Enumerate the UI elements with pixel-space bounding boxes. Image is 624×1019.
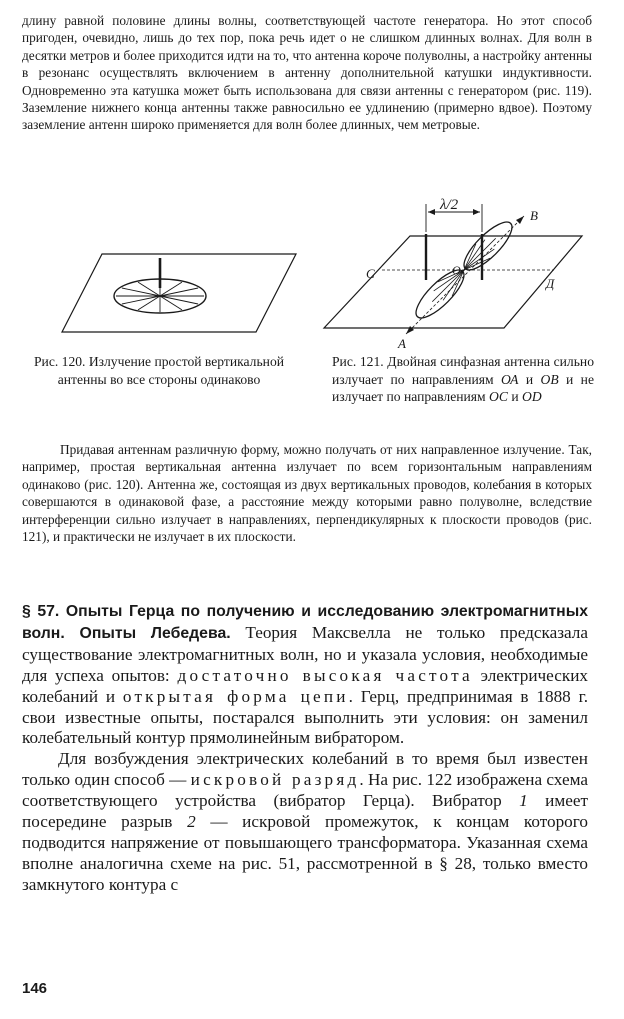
section-paragraph-2: Для возбуждения электрических колебаний в то время был известен только один способ — искровой разряд. На рис. 122 изображена схема соответствующего устройства (вибратор Герца). Вибратор 1 имеет посередине разрыв 2 — искровой промежуток, к концам которого подводится напряжение от повышающего трансформатора. Указанная схема вполне аналогична схеме на рис. 51, рассмотренной в § 28, только вместо замкнутого контура с xyxy=(22,749,589,894)
top-paragraph-text: длину равной половине длины волны, соответствующей частоте генератора. Но этот способ пригоден, очевидно, лишь до тех пор, пока речь идет о не слишком длинных волнах. Для волн в десятки метров и более приходится идти на то, что антенна короче полуволны, а настройку антенны в резонанс осуществлять включением в антенну дополнительной катушки индуктивности. Одновременно эта катушка может быть использована для связи антенны с генератором (рис. 119). Заземление нижнего конца антенны также равносильно ее удлинению (примерно вдвое). Поэтому заземление антенн широко применяется для волн более длинных, чем метровые. xyxy=(22,13,592,133)
dim-label: λ/2 xyxy=(440,197,459,213)
label-b: В xyxy=(530,208,538,223)
figure-120-caption: Рис. 120. Излучение простой вертикальной антенны во все стороны одинаково xyxy=(33,354,285,387)
section-heading: § 57. Опыты Герца по получению и исследованию электромагнитных волн. Опыты Лебедева. xyxy=(22,603,588,642)
section-paragraph-1: § 57. Опыты Герца по получению и исследованию электромагнитных волн. Опыты Лебедева. Теория Максвелла не только предсказала существование электромагнитных волн, но и указала условия, необходимые для успеха опытов: достаточно высокая частота электрических колебаний и открытая форма цепи. Герц, предпринимая в 1888 г. свои известные опыты, постарался выполнить эти условия: он заменил колебательный контур прямолинейным вибратором. xyxy=(22,603,589,748)
middle-paragraph xyxy=(22,441,592,545)
label-c: С xyxy=(366,266,375,281)
middle-paragraph-text: Придавая антеннам различную форму, можно получать от них направленное излучение. Так, например, простая вертикальная антенна излучает по всем горизонтальным направлениям одинаково (рис. 120). Антенна же, состоящая из двух вертикальных проводов, колебания в которых совершаются в одинаковой фазе, а расстояние между которыми равно полуволне, вследствие интерференции сильно излучает в направлениях, перпендикулярных к плоскости проводов (рис. 121), и практически не излучает в их плоскости. xyxy=(22,442,592,545)
figure-121-dual-antenna xyxy=(318,196,586,360)
label-a: А xyxy=(398,336,406,351)
label-o: О xyxy=(452,263,461,277)
figure-121-caption: Рис. 121. Двойная синфазная антенна сильно излучает по направлениям ОА и ОВ и не излучает по направлениям ОС и OD xyxy=(332,354,594,405)
top-paragraph xyxy=(22,12,592,134)
label-d: Д xyxy=(546,276,555,291)
figure-120-vertical-antenna xyxy=(60,240,300,340)
page-number: 146 xyxy=(22,980,48,997)
section-57 xyxy=(22,601,588,896)
radiation-ray xyxy=(464,238,496,270)
